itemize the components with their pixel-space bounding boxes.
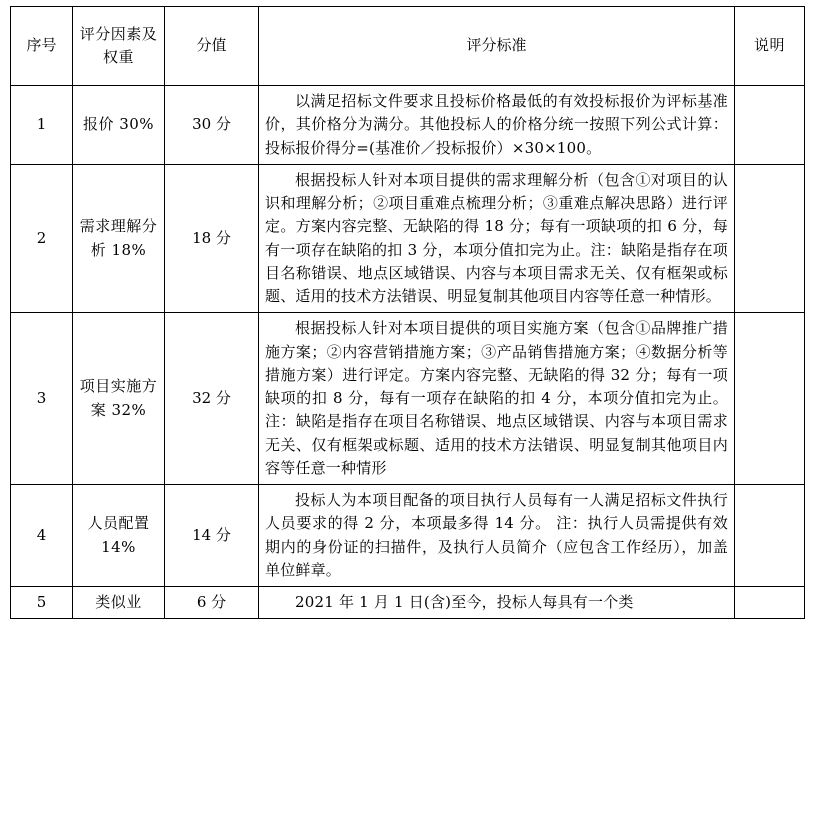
column-header-note: 说明	[735, 7, 805, 86]
row-factor: 人员配置 14%	[73, 485, 165, 587]
scoring-criteria-table	[10, 6, 805, 619]
row-criteria	[259, 164, 735, 313]
row-number: 5	[11, 587, 73, 619]
column-header-no: 序号	[11, 7, 73, 86]
row-criteria	[259, 313, 735, 485]
row-note	[735, 587, 805, 619]
row-number: 1	[11, 86, 73, 165]
row-criteria-text: 2021 年 1 月 1 日(含)至今，投标人每具有一个类	[295, 593, 634, 611]
column-header-score: 分值	[165, 7, 259, 86]
column-header-criteria: 评分标准	[259, 7, 735, 86]
row-factor: 类似业	[73, 587, 165, 619]
table-row	[11, 86, 805, 165]
row-criteria	[259, 587, 735, 619]
row-factor: 项目实施方案 32%	[73, 313, 165, 485]
row-criteria-text: 根据投标人针对本项目提供的需求理解分析（包含①对项目的认识和理解分析；②项目重难点梳理分析；③重难点解决思路）进行评定。方案内容完整、无缺陷的得 18 分；每有一项缺项的扣 6 分，每有一项存在缺陷的扣 3 分，本项分值扣完为止。注：缺陷是指存在项目名称错误、地点区域错误、内容与本项目需求无关、仅有框架或标题、适用的技术方法错误、明显复制其他项目内容等任意一种情形。	[265, 170, 728, 305]
row-score: 18 分	[165, 164, 259, 313]
row-number: 2	[11, 164, 73, 313]
row-score: 32 分	[165, 313, 259, 485]
row-number: 4	[11, 485, 73, 587]
row-score: 6 分	[165, 587, 259, 619]
row-note	[735, 485, 805, 587]
row-criteria	[259, 485, 735, 587]
table-header-row	[11, 7, 805, 86]
table-row	[11, 587, 805, 619]
row-note	[735, 86, 805, 165]
row-criteria-text: 以满足招标文件要求且投标价格最低的有效投标报价为评标基准价，其价格分为满分。其他投标人的价格分统一按照下列公式计算：投标报价得分=(基准价／投标报价）×30×100。	[265, 92, 728, 157]
row-criteria-text: 根据投标人针对本项目提供的项目实施方案（包含①品牌推广措施方案；②内容营销措施方案；③产品销售措施方案；④数据分析等措施方案）进行评定。方案内容完整、无缺陷的得 32 分；每有一项缺项的扣 8 分，每有一项存在缺陷的扣 4 分，本项分值扣完为止。 注：缺陷是指存在项目名称错误、地点区域错误、内容与本项目需求无关、仅有框架或标题、适用的技术方法错误、明显复制其他项目内容等任意一种情形	[265, 319, 728, 477]
row-criteria-text: 投标人为本项目配备的项目执行人员每有一人满足招标文件执行人员要求的得 2 分，本项最多得 14 分。 注：执行人员需提供有效期内的身份证的扫描件，及执行人员简介（应包含工作经历），加盖单位鲜章。	[265, 491, 728, 579]
table-row	[11, 164, 805, 313]
column-header-factor: 评分因素及权重	[73, 7, 165, 86]
row-note	[735, 313, 805, 485]
table-row	[11, 485, 805, 587]
row-score: 14 分	[165, 485, 259, 587]
row-factor: 报价 30%	[73, 86, 165, 165]
row-criteria	[259, 86, 735, 165]
row-note	[735, 164, 805, 313]
row-number: 3	[11, 313, 73, 485]
table-row	[11, 313, 805, 485]
row-factor: 需求理解分析 18%	[73, 164, 165, 313]
row-score: 30 分	[165, 86, 259, 165]
